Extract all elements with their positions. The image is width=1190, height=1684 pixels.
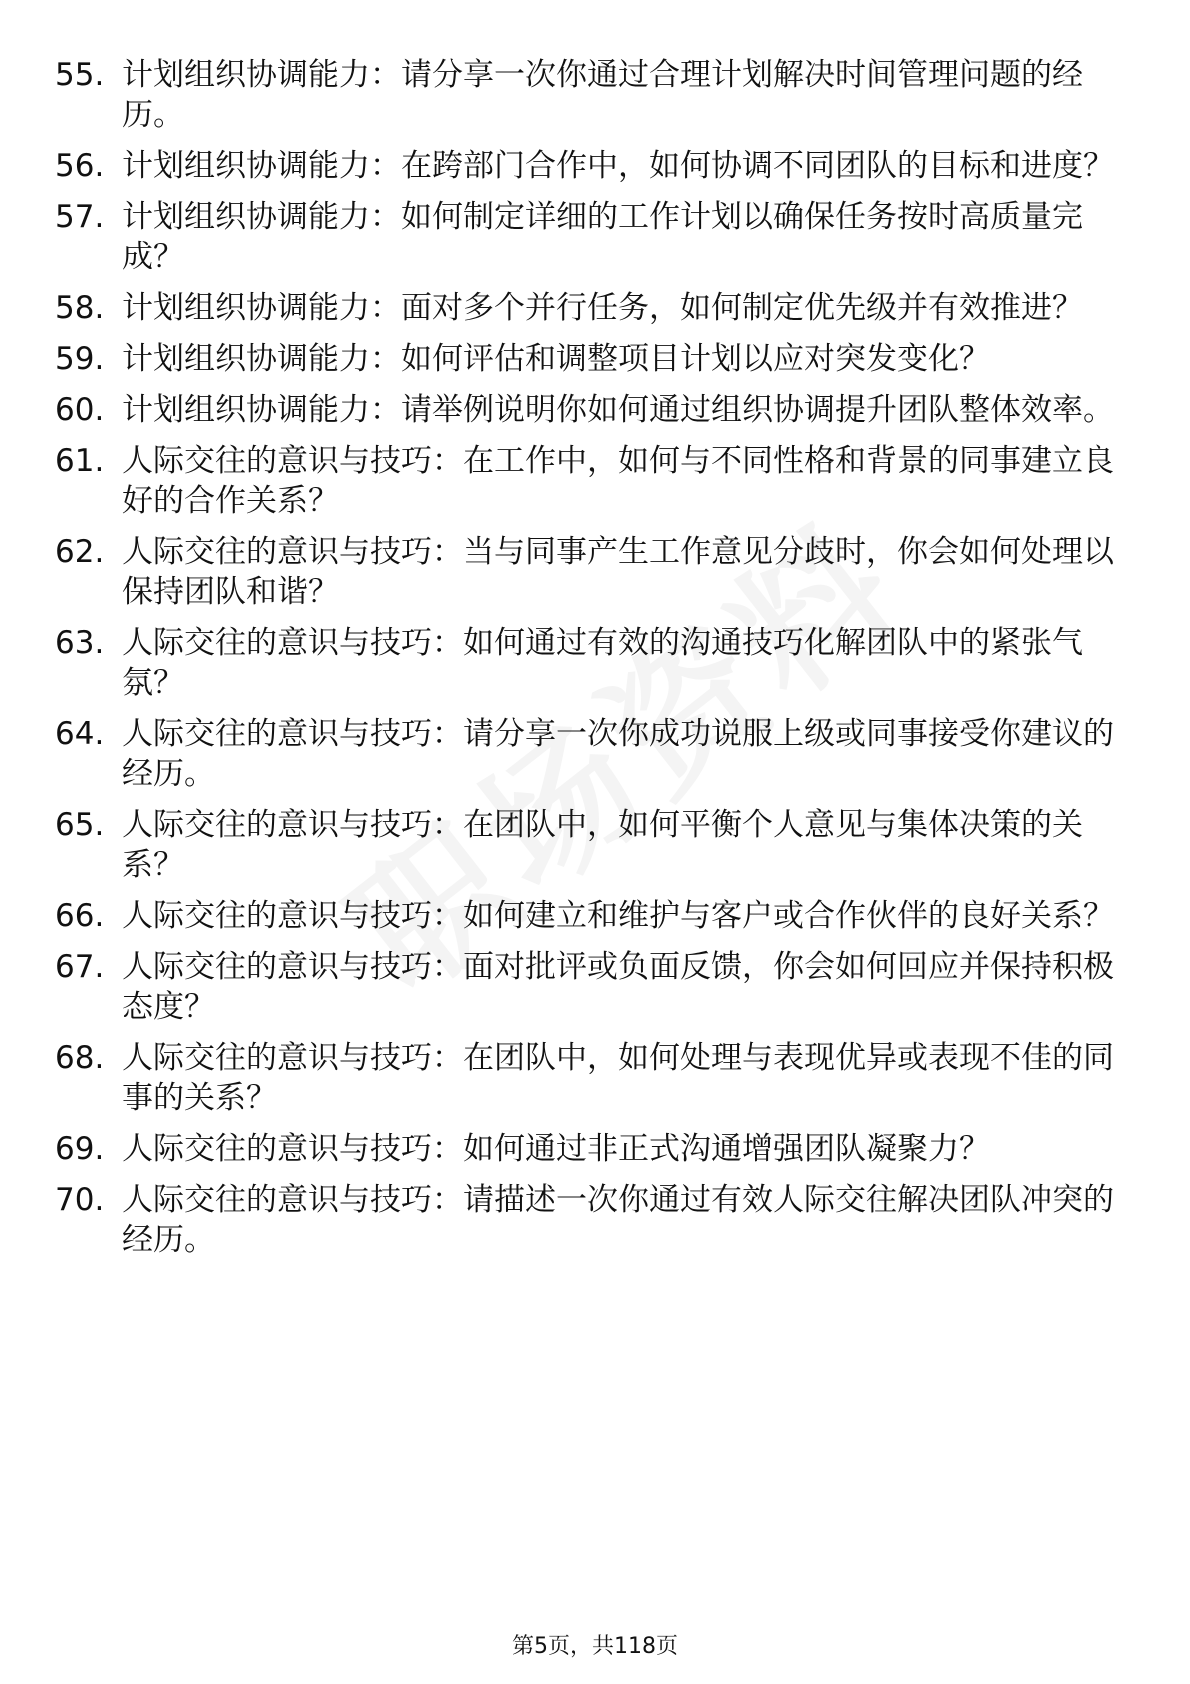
question-text: 人际交往的意识与技巧：在团队中，如何平衡个人意见与集体决策的关系？ (122, 807, 1083, 883)
question-text: 人际交往的意识与技巧：请分享一次你成功说服上级或同事接受你建议的经历。 (122, 716, 1114, 792)
question-number: 69. (55, 1131, 105, 1167)
question-item (55, 441, 1115, 521)
question-number: 70. (55, 1182, 105, 1218)
question-number: 64. (55, 716, 105, 752)
question-number: 58. (55, 290, 105, 326)
question-item (55, 1180, 1115, 1260)
question-list (55, 55, 1115, 1271)
question-item (55, 339, 1115, 379)
question-text: 计划组织协调能力：如何评估和调整项目计划以应对突发变化？ (122, 341, 990, 377)
question-item (55, 197, 1115, 277)
question-number: 60. (55, 392, 105, 428)
question-text: 人际交往的意识与技巧：当与同事产生工作意见分歧时，你会如何处理以保持团队和谐？ (122, 534, 1114, 610)
question-item (55, 1129, 1115, 1169)
question-number: 62. (55, 534, 105, 570)
question-number: 63. (55, 625, 105, 661)
question-text: 人际交往的意识与技巧：如何通过有效的沟通技巧化解团队中的紧张气氛？ (122, 625, 1083, 701)
question-text: 人际交往的意识与技巧：如何建立和维护与客户或合作伙伴的良好关系？ (122, 898, 1114, 934)
question-item (55, 532, 1115, 612)
question-number: 68. (55, 1040, 105, 1076)
question-text: 计划组织协调能力：在跨部门合作中，如何协调不同团队的目标和进度？ (122, 148, 1114, 184)
question-item (55, 55, 1115, 135)
question-number: 66. (55, 898, 105, 934)
question-text: 计划组织协调能力：请举例说明你如何通过组织协调提升团队整体效率。 (122, 392, 1114, 428)
question-number: 57. (55, 199, 105, 235)
question-number: 67. (55, 949, 105, 985)
question-text: 计划组织协调能力：请分享一次你通过合理计划解决时间管理问题的经历。 (122, 57, 1083, 133)
question-item (55, 623, 1115, 703)
question-item (55, 390, 1115, 430)
question-item (55, 805, 1115, 885)
question-text: 人际交往的意识与技巧：面对批评或负面反馈，你会如何回应并保持积极态度？ (122, 949, 1114, 1025)
question-item (55, 896, 1115, 936)
question-number: 56. (55, 148, 105, 184)
question-text: 人际交往的意识与技巧：在团队中，如何处理与表现优异或表现不佳的同事的关系？ (122, 1040, 1114, 1116)
question-text: 人际交往的意识与技巧：在工作中，如何与不同性格和背景的同事建立良好的合作关系？ (122, 443, 1114, 519)
question-number: 65. (55, 807, 105, 843)
question-text: 计划组织协调能力：如何制定详细的工作计划以确保任务按时高质量完成？ (122, 199, 1083, 275)
page-footer: 第5页，共118页 (512, 1634, 678, 1659)
question-item (55, 146, 1115, 186)
question-item (55, 714, 1115, 794)
question-number: 55. (55, 57, 105, 93)
question-text: 计划组织协调能力：面对多个并行任务，如何制定优先级并有效推进？ (122, 290, 1083, 326)
question-number: 61. (55, 443, 105, 479)
question-item (55, 1038, 1115, 1118)
question-text: 人际交往的意识与技巧：请描述一次你通过有效人际交往解决团队冲突的经历。 (122, 1182, 1114, 1258)
question-number: 59. (55, 341, 105, 377)
question-text: 人际交往的意识与技巧：如何通过非正式沟通增强团队凝聚力？ (122, 1131, 990, 1167)
question-item (55, 947, 1115, 1027)
question-item (55, 288, 1115, 328)
